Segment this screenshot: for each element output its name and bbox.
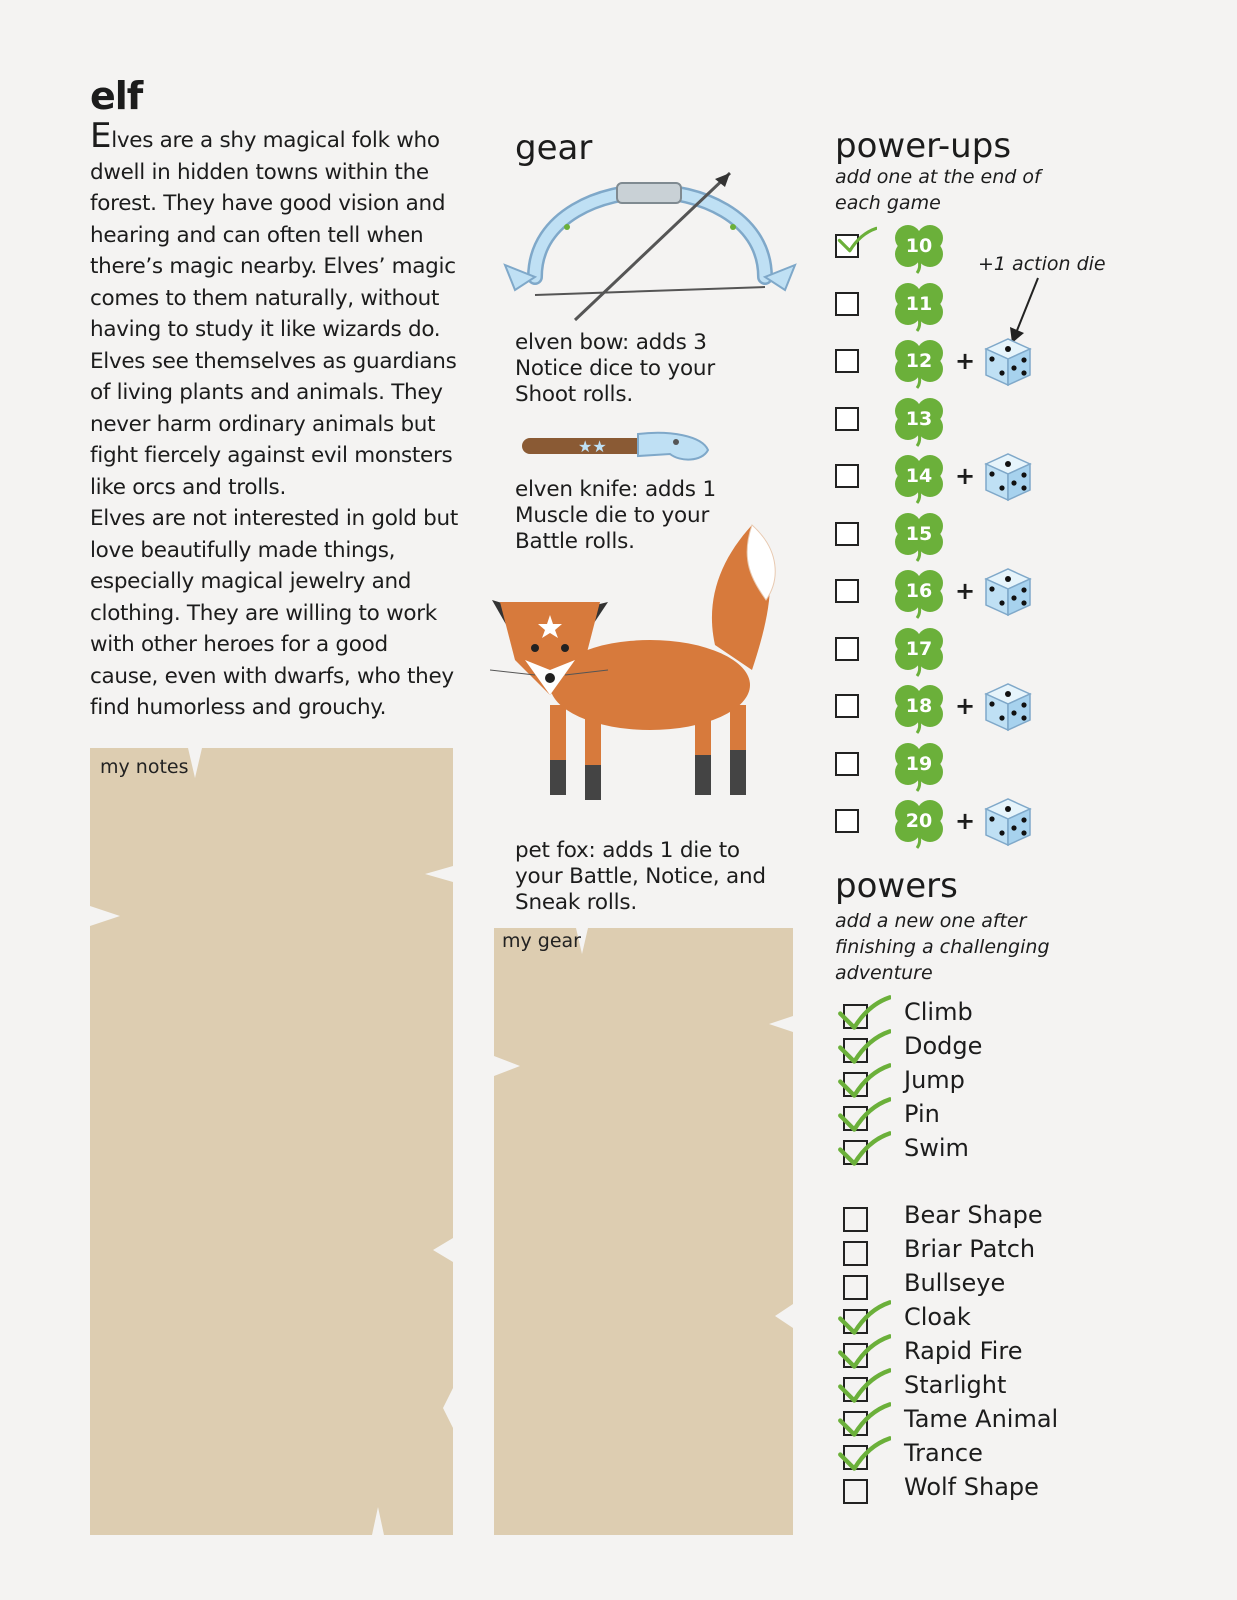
my-gear-label: my gear: [502, 930, 581, 952]
power-checkbox[interactable]: [843, 1445, 868, 1470]
page-title: elf: [90, 74, 143, 118]
power-row: [843, 1439, 1083, 1473]
power-checkbox[interactable]: [843, 1038, 868, 1063]
intro-paragraph-2: Elves are not interested in gold but love beautifully made things, especially magical jewelry and clothing. They are willing to work with other heroes for a good cause, even with dwarfs, who they find humorless and grouchy.: [90, 506, 458, 720]
parchment-tear: [188, 748, 202, 778]
power-checkbox[interactable]: [843, 1411, 868, 1436]
plus-sign: +: [955, 807, 976, 835]
power-up-checkbox[interactable]: [835, 694, 859, 718]
power-up-row: [835, 395, 1065, 445]
svg-text:★★: ★★: [578, 437, 607, 456]
power-row: [843, 1269, 1083, 1303]
power-checkbox[interactable]: [843, 1377, 868, 1402]
power-label: Starlight: [904, 1371, 1007, 1399]
power-label: Pin: [904, 1100, 940, 1128]
elven-bow-illustration: [495, 165, 805, 325]
action-die-icon: [980, 797, 1036, 847]
fox-description: pet fox: adds 1 die to your Battle, Notice, and Sneak rolls.: [515, 838, 766, 915]
power-checkbox[interactable]: [843, 1106, 868, 1131]
clover-icon: [891, 623, 947, 677]
fox-icon: [490, 525, 775, 800]
clover-icon: [891, 680, 947, 734]
power-checkbox[interactable]: [843, 1004, 868, 1029]
power-up-row: [835, 337, 1065, 387]
knife-description: elven knife: adds 1 Muscle die to your Battle rolls.: [515, 477, 716, 554]
parchment-tear: [494, 1056, 520, 1076]
power-label: Bear Shape: [904, 1201, 1043, 1229]
power-checkbox[interactable]: [843, 1072, 868, 1097]
power-ups-heading: power-ups: [835, 126, 1012, 166]
intro-paragraph-1: [90, 116, 460, 503]
power-up-number: 16: [905, 580, 933, 602]
clover-icon: [891, 220, 947, 274]
action-die-icon: [980, 337, 1036, 387]
power-up-row: [835, 740, 1065, 790]
bow-description: elven bow: adds 3 Notice dice to your Shoot rolls.: [515, 330, 715, 407]
power-ups-subtitle: add one at the end of each game: [835, 166, 1041, 214]
parchment-tear: [372, 1507, 384, 1535]
action-die-annotation: +1 action die: [978, 253, 1106, 275]
plus-sign: +: [955, 462, 976, 490]
power-checkbox[interactable]: [843, 1343, 868, 1368]
power-label: Trance: [904, 1439, 983, 1467]
pet-fox-illustration: [490, 520, 800, 820]
power-label: Cloak: [904, 1303, 971, 1331]
power-up-row: [835, 510, 1065, 560]
parchment-tear: [90, 906, 120, 926]
power-up-checkbox[interactable]: [835, 234, 859, 258]
power-up-checkbox[interactable]: [835, 579, 859, 603]
elven-knife-illustration: [520, 428, 710, 474]
parchment-tear: [769, 1016, 793, 1032]
power-up-number: 10: [905, 235, 933, 257]
power-up-number: 13: [905, 408, 933, 430]
clover-icon: [891, 795, 947, 849]
power-row: [843, 1405, 1083, 1439]
power-up-checkbox[interactable]: [835, 464, 859, 488]
power-up-checkbox[interactable]: [835, 809, 859, 833]
power-label: Bullseye: [904, 1269, 1006, 1297]
power-up-checkbox[interactable]: [835, 292, 859, 316]
elf-description: [90, 116, 460, 724]
power-label: Tame Animal: [904, 1405, 1059, 1433]
clover-icon: [891, 393, 947, 447]
power-row: [843, 1473, 1083, 1507]
power-label: Swim: [904, 1134, 969, 1162]
power-up-number: 11: [905, 293, 933, 315]
plus-sign: +: [955, 347, 976, 375]
power-row: [843, 1371, 1083, 1405]
power-checkbox[interactable]: [843, 1275, 868, 1300]
plus-sign: +: [955, 577, 976, 605]
powers-subtitle: add a new one after finishing a challenging adventure: [835, 910, 1050, 984]
power-up-row: [835, 625, 1065, 675]
clover-icon: [891, 508, 947, 562]
power-row: [843, 1134, 1083, 1168]
drop-cap: E: [90, 116, 112, 156]
power-label: Briar Patch: [904, 1235, 1036, 1263]
parchment-tear: [775, 1304, 793, 1328]
power-row: [843, 1201, 1083, 1235]
power-label: Climb: [904, 998, 973, 1026]
parchment-tear: [443, 1388, 453, 1428]
knife-icon: [522, 433, 708, 460]
power-row: [843, 1100, 1083, 1134]
power-up-number: 17: [905, 638, 933, 660]
power-up-row: [835, 280, 1065, 330]
notes-area[interactable]: [90, 748, 453, 1535]
power-up-number: 15: [905, 523, 933, 545]
power-up-row: [835, 222, 1065, 272]
power-row: [843, 1066, 1083, 1100]
intro-paragraph-1-text: lves are a shy magical folk who dwell in hidden towns within the forest. They have good vision and hearing and can often tell when there’s magic nearby. Elves’ magic comes to them naturally, without having to study it like wizards do. Elves see themselves as guardians of living plants and animals. They never harm ordinary animals but fight fiercely against evil monsters like orcs and trolls.: [90, 128, 457, 500]
power-up-row: [835, 452, 1065, 502]
power-checkbox[interactable]: [843, 1140, 868, 1165]
power-row: [843, 1303, 1083, 1337]
clover-icon: [891, 738, 947, 792]
action-die-icon: [980, 682, 1036, 732]
plus-sign: +: [955, 692, 976, 720]
clover-icon: [891, 565, 947, 619]
clover-icon: [891, 278, 947, 332]
power-label: Rapid Fire: [904, 1337, 1023, 1365]
power-up-checkbox[interactable]: [835, 752, 859, 776]
action-die-icon: [980, 567, 1036, 617]
my-gear-area[interactable]: [494, 928, 793, 1535]
notes-label: my notes: [100, 756, 189, 778]
power-row: [843, 1032, 1083, 1066]
power-up-row: [835, 567, 1065, 617]
power-up-number: 18: [905, 695, 933, 717]
power-row: [843, 1337, 1083, 1371]
power-row: [843, 1235, 1083, 1269]
power-up-row: [835, 797, 1065, 847]
power-up-number: 12: [905, 350, 933, 372]
action-die-icon: [980, 452, 1036, 502]
power-up-checkbox[interactable]: [835, 637, 859, 661]
power-checkbox[interactable]: [843, 1207, 868, 1232]
bow-icon: [505, 173, 795, 320]
power-up-number: 14: [905, 465, 933, 487]
power-label: Dodge: [904, 1032, 983, 1060]
power-checkbox[interactable]: [843, 1479, 868, 1504]
clover-icon: [891, 450, 947, 504]
gear-heading: gear: [515, 128, 593, 168]
power-up-checkbox[interactable]: [835, 349, 859, 373]
powers-heading: powers: [835, 866, 958, 906]
power-up-number: 20: [905, 810, 933, 832]
parchment-tear: [433, 1238, 453, 1262]
power-up-number: 19: [905, 753, 933, 775]
power-checkbox[interactable]: [843, 1241, 868, 1266]
clover-icon: [891, 335, 947, 389]
power-label: Jump: [904, 1066, 965, 1094]
power-row: [843, 998, 1083, 1032]
power-label: Wolf Shape: [904, 1473, 1039, 1501]
power-up-checkbox[interactable]: [835, 407, 859, 431]
power-checkbox[interactable]: [843, 1309, 868, 1334]
power-up-row: [835, 682, 1065, 732]
parchment-tear: [425, 866, 453, 882]
power-up-checkbox[interactable]: [835, 522, 859, 546]
